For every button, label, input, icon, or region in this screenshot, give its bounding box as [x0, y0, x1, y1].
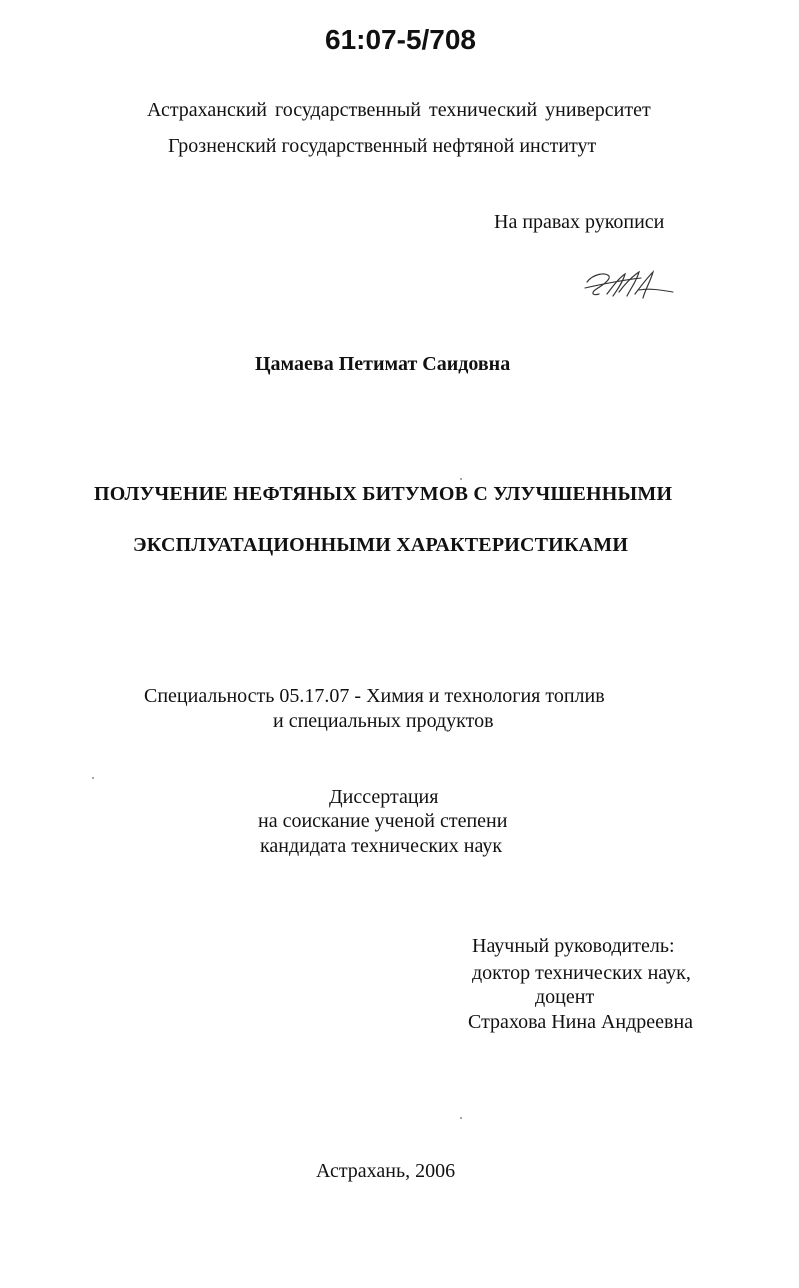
specialty-line-2: и специальных продуктов [273, 710, 494, 732]
handwritten-signature [583, 268, 675, 302]
dissertation-degree: кандидата технических наук [260, 835, 503, 857]
institute-name: Грозненский государственный нефтяной институт [168, 135, 597, 157]
supervisor-rank: доцент [535, 986, 595, 1008]
dissertation-title-line-2: ЭКСПЛУАТАЦИОННЫМИ ХАРАКТЕРИСТИКАМИ [133, 534, 629, 556]
scan-speck [92, 777, 94, 779]
university-name: Астраханский государственный технический университет [147, 99, 651, 121]
city-year: Астрахань, 2006 [316, 1160, 456, 1182]
dissertation-title-line-1: ПОЛУЧЕНИЕ НЕФТЯНЫХ БИТУМОВ С УЛУЧШЕННЫМИ [94, 483, 673, 505]
specialty-line-1: Специальность 05.17.07 - Химия и технология топлив [144, 685, 605, 707]
supervisor-label: Научный руководитель: [472, 935, 675, 957]
library-code: 61:07-5/708 [325, 24, 477, 55]
supervisor-degree: доктор технических наук, [472, 962, 691, 984]
scan-speck [460, 478, 462, 480]
supervisor-name: Страхова Нина Андреевна [468, 1011, 694, 1033]
author-name: Цамаева Петимат Саидовна [255, 353, 511, 375]
manuscript-note: На правах рукописи [494, 211, 665, 233]
dissertation-purpose: на соискание ученой степени [258, 810, 508, 832]
scan-speck [460, 1117, 462, 1119]
dissertation-label: Диссертация [329, 786, 439, 808]
